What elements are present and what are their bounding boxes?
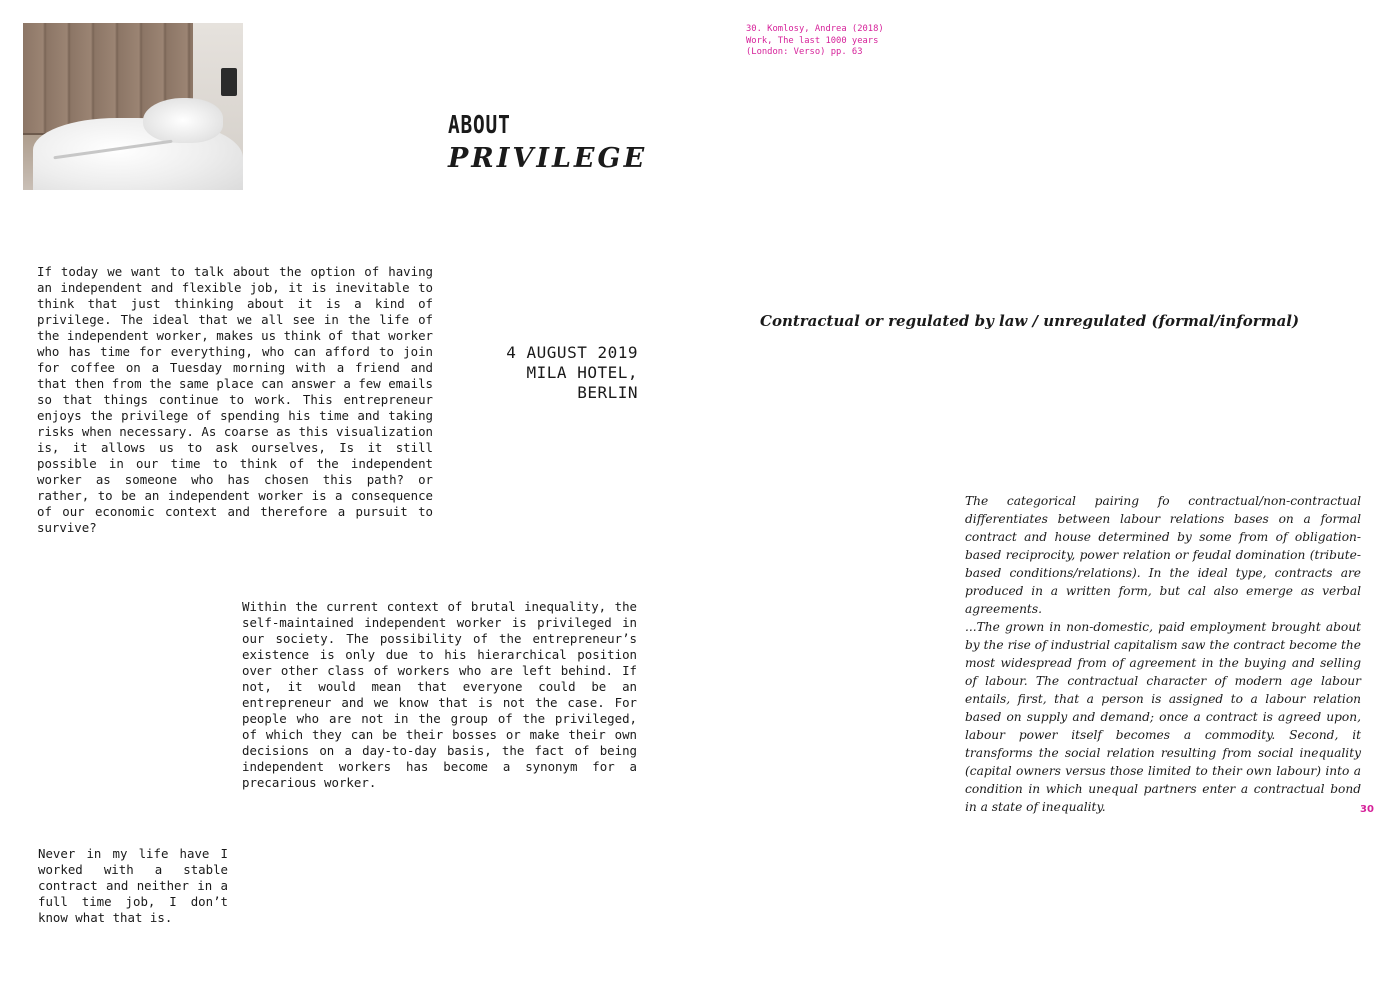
section-subtitle: Contractual or regulated by law / unregulated (formal/informal) bbox=[760, 312, 1300, 330]
city-text: BERLIN bbox=[577, 383, 638, 402]
lamp-icon bbox=[221, 68, 237, 96]
footnote-line3: (London: Verso) pp. 63 bbox=[746, 47, 863, 57]
date-location bbox=[440, 343, 638, 403]
footnote-line1: 30. Komlosy, Andrea (2018) bbox=[746, 24, 884, 34]
middle-paragraph: Within the current context of brutal inequality, the self-maintained independent worker is privileged in our society. The possibility of the entrepreneur’s existence is only due to his hierarchical position over other class of workers who are left behind. If not, it would mean that everyone could be an entrepreneur and we know that is not the case. For people who are not in the group of the privileged, of which they can be their bosses or make their own decisions on a day-to-day basis, the fact of being independent workers has become a synonym for a precarious worker. bbox=[242, 599, 637, 790]
title-privilege: PRIVILEGE bbox=[448, 143, 648, 174]
title-about: ABOUT bbox=[448, 110, 511, 139]
hotel-bed-photo bbox=[23, 23, 243, 190]
place-text: MILA HOTEL, bbox=[526, 363, 638, 382]
intro-paragraph: If today we want to talk about the option of having an independent and flexible job, it is inevitable to think that just thinking about it is a kind of privilege. The ideal that we all see in the life of the independent worker, makes us think of that worker who has time for everything, who can afford to join for coffee on a Tuesday morning with a friend and that then from the same place can answer a few emails so that things continue to work. This entrepreneur enjoys the privilege of spending his time and taking risks when necessary. As coarse as this visualization is, it allows us to ask ourselves, Is it still possible in our time to think of the independent worker as someone who has chosen this path? or rather, to be an independent worker is a consequence of our economic context and therefore a pursuit to survive? bbox=[37, 264, 433, 535]
citation-paragraph-2: ...The grown in non-domestic, paid employment brought about by the rise of industrial capitalism saw the contract become the most widespread from of agreement in the buying and selling of labour. The contractual character of modern age labour entails, first, that a person is assigned to a labour relation based on supply and demand; once a contract is agreed upon, labour power itself becomes a commodity. Second, it transforms the social relation resulting from social inequality (capital owners versus those limited to their own labour) into a condition in which unequal partners enter a contractual bond in a state of inequality. bbox=[965, 620, 1361, 814]
quote-paragraph: Never in my life have I worked with a stable contract and neither in a full time job, I don’t know what that is. bbox=[38, 846, 228, 925]
footnote-line2: Work, The last 1000 years bbox=[746, 35, 879, 46]
pillow-shape bbox=[143, 98, 223, 143]
date-text: 4 AUGUST 2019 bbox=[506, 343, 638, 362]
citation-paragraph-1: The categorical pairing fo contractual/non-contractual differentiates between labour relations bases on a formal contract and house determined by some from of obligation-based reciprocity, power relation or feudal domination (tribute-based conditions/relations). In the ideal type, contracts are produced in a written form, but cal also emerge as verbal agreements. bbox=[965, 494, 1361, 616]
footnote bbox=[746, 24, 1006, 59]
page-number: 30 bbox=[1360, 804, 1374, 815]
